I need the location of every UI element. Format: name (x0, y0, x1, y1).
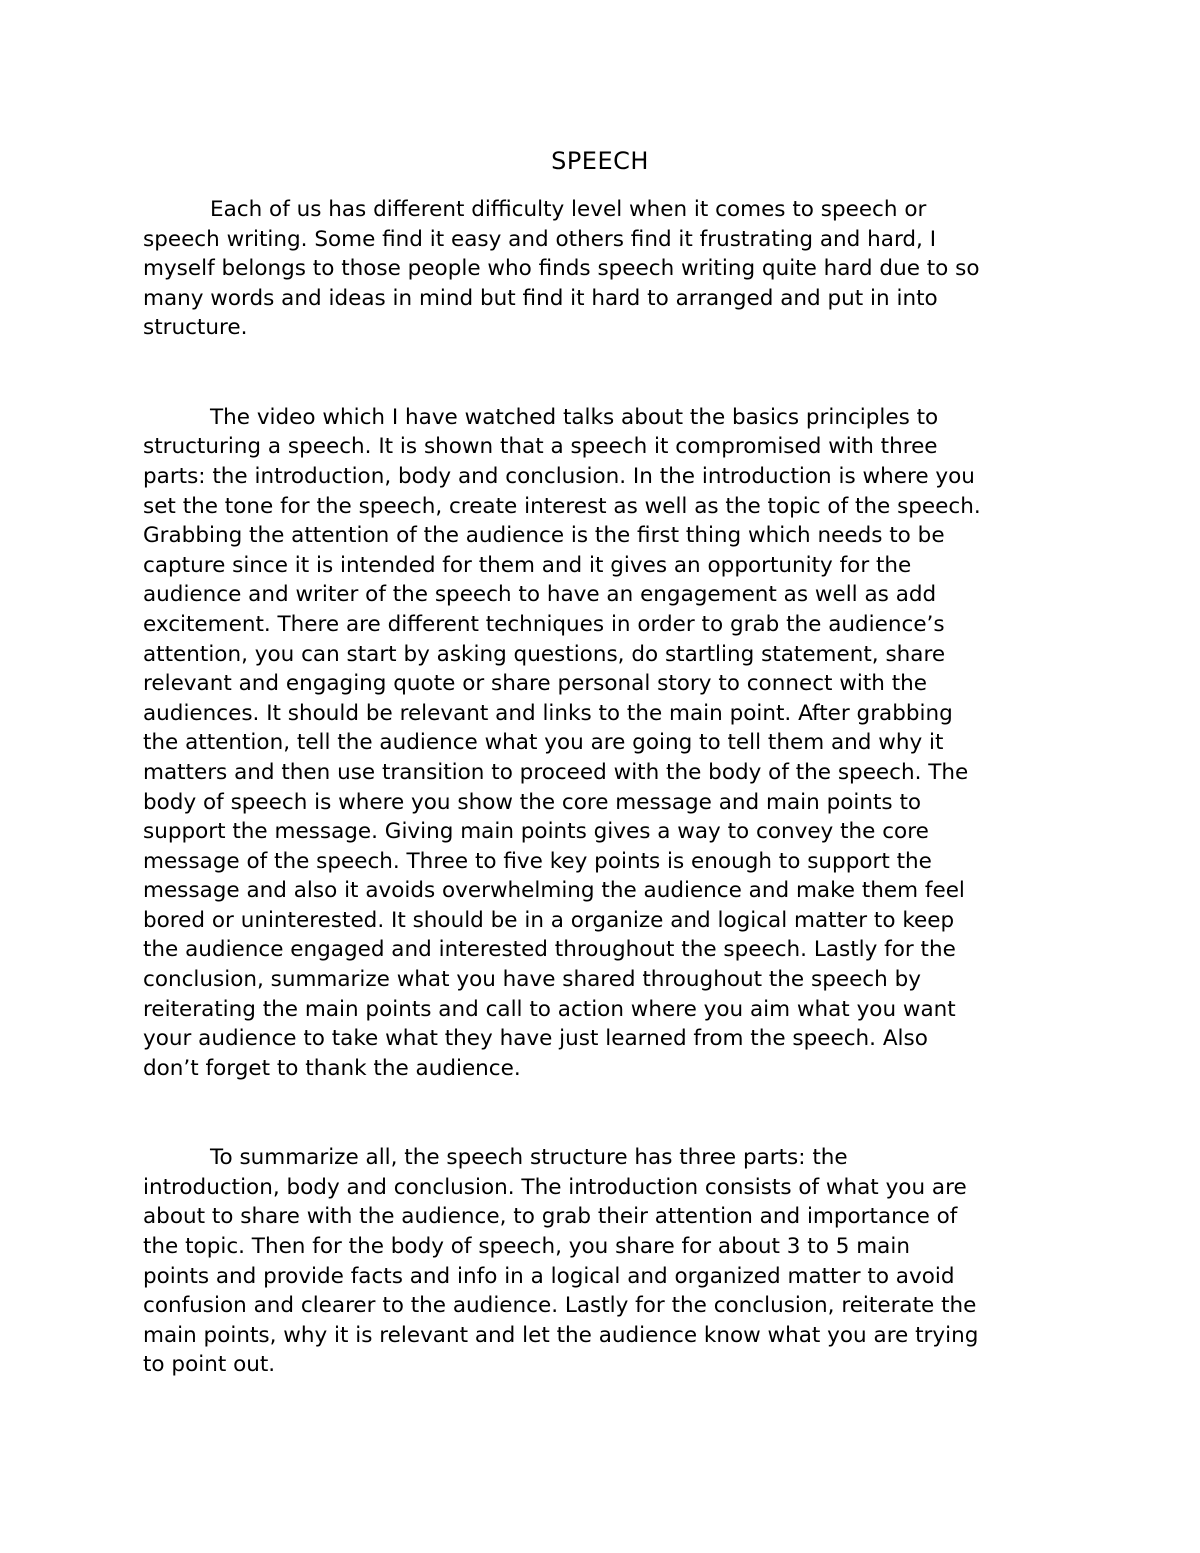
paragraph-line: many words and ideas in mind but find it hard to arranged and put in into (143, 286, 938, 311)
paragraph-line: support the message. Giving main points gives a way to convey the core (143, 819, 929, 844)
paragraph-line: to point out. (143, 1352, 276, 1377)
paragraph-line: the attention, tell the audience what you are going to tell them and why it (143, 730, 944, 755)
paragraph-line: main points, why it is relevant and let the audience know what you are trying (143, 1323, 979, 1348)
paragraph-line: speech writing. Some find it easy and others find it frustrating and hard, I (143, 227, 937, 252)
paragraph-line: don’t forget to thank the audience. (143, 1056, 521, 1081)
paragraph-line: Each of us has different difficulty level when it comes to speech or (210, 197, 927, 222)
paragraph-line: reiterating the main points and call to action where you aim what you want (143, 997, 956, 1022)
paragraph-line: To summarize all, the speech structure has three parts: the (210, 1145, 848, 1170)
paragraph-line: Grabbing the attention of the audience is the first thing which needs to be (143, 523, 945, 548)
paragraph-line: the topic. Then for the body of speech, you share for about 3 to 5 main (143, 1234, 910, 1259)
paragraph-line: message and also it avoids overwhelming the audience and make them feel (143, 878, 965, 903)
paragraph-line: myself belongs to those people who finds speech writing quite hard due to so (143, 256, 980, 281)
paragraph-line: structuring a speech. It is shown that a speech it compromised with three (143, 434, 938, 459)
paragraph-line: relevant and engaging quote or share personal story to connect with the (143, 671, 928, 696)
paragraph-line: audience and writer of the speech to have an engagement as well as add (143, 582, 937, 607)
paragraph-line: bored or uninterested. It should be in a organize and logical matter to keep (143, 908, 955, 933)
paragraph-line: attention, you can start by asking questions, do startling statement, share (143, 642, 946, 667)
document-title: SPEECH (551, 147, 649, 175)
paragraph-line: your audience to take what they have just learned from the speech. Also (143, 1026, 928, 1051)
paragraph-line: audiences. It should be relevant and links to the main point. After grabbing (143, 701, 953, 726)
paragraph-line: excitement. There are different techniques in order to grab the audience’s (143, 612, 945, 637)
paragraph-line: introduction, body and conclusion. The introduction consists of what you are (143, 1175, 967, 1200)
paragraph-line: set the tone for the speech, create interest as well as the topic of the speech. (143, 494, 981, 519)
paragraph-line: the audience engaged and interested throughout the speech. Lastly for the (143, 937, 956, 962)
paragraph-line: matters and then use transition to proceed with the body of the speech. The (143, 760, 969, 785)
paragraph-line: body of speech is where you show the core message and main points to (143, 790, 922, 815)
paragraph-line: The video which I have watched talks about the basics principles to (210, 405, 939, 430)
paragraph-line: capture since it is intended for them and it gives an opportunity for the (143, 553, 912, 578)
paragraph-line: parts: the introduction, body and conclusion. In the introduction is where you (143, 464, 975, 489)
paragraph-line: conclusion, summarize what you have shared throughout the speech by (143, 967, 921, 992)
paragraph-line: about to share with the audience, to grab their attention and importance of (143, 1204, 958, 1229)
paragraph-line: points and provide facts and info in a logical and organized matter to avoid (143, 1264, 955, 1289)
paragraph-line: message of the speech. Three to five key points is enough to support the (143, 849, 932, 874)
paragraph-line: confusion and clearer to the audience. Lastly for the conclusion, reiterate the (143, 1293, 977, 1318)
paragraph-line: structure. (143, 315, 248, 340)
